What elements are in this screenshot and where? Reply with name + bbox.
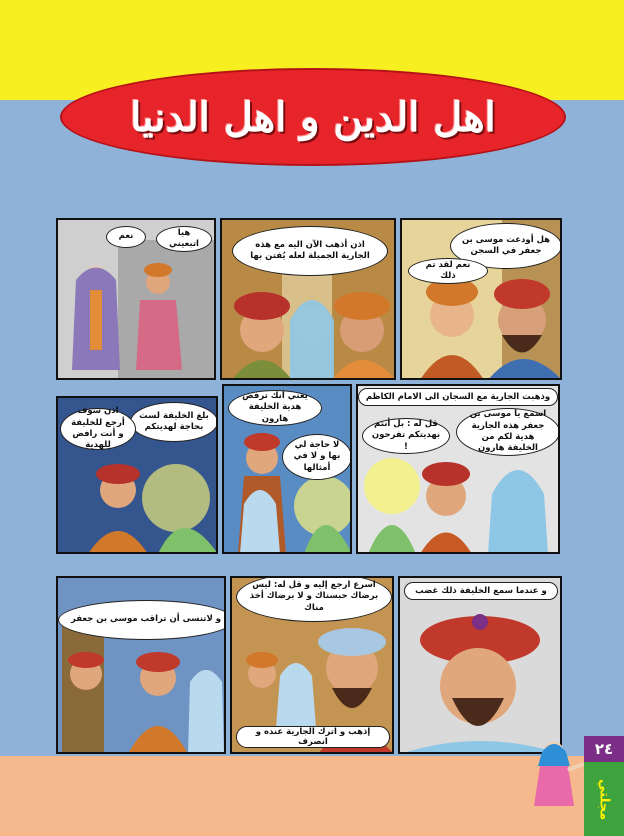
page-number: ٢٤: [584, 736, 624, 762]
speech-bubble: بلغ الخليفة لست بحاجة لهديتكم: [130, 402, 218, 442]
speech-bubble: نعم: [106, 226, 146, 248]
speech-bubble: اذن أذهب الآن اليه مع هذه الجارية الجميلة لعله يُفتن بها: [232, 226, 388, 276]
comic-panel-3-2: [230, 576, 394, 754]
comic-panel-1-2: [220, 218, 396, 380]
speech-bubble: اذن سوف أرجع للخليفة و أنت رافض للهدية: [60, 408, 136, 450]
comic-panel-3-1: [398, 576, 562, 754]
speech-bubble: لا حاجة لي بها و لا في أمثالها: [282, 434, 352, 480]
speech-bubble: نعم لقد تم ذلك: [408, 258, 488, 284]
page-number-tab: [584, 736, 624, 836]
page-title: اهل الدين و اهل الدنيا: [130, 93, 496, 141]
angry-caliph-illustration: [400, 578, 562, 754]
magazine-logo: مجلتي: [596, 779, 612, 821]
comic-panel-2-1: [356, 384, 560, 554]
comic-panel-2-2: [222, 384, 352, 554]
speech-bubble: اسمع يا موسى بن جعفر هذه الجارية هدية لكم من الخليفة هارون: [456, 408, 560, 456]
speech-bubble: هل أودعت موسى بن جعفر في السجن: [450, 223, 562, 269]
speech-bubble: قل له : بل أنتم بهديتكم تفرحون !: [362, 418, 450, 454]
mascot-girl-illustration: [530, 736, 584, 810]
comic-panel-1-1: [400, 218, 562, 380]
narration-caption: إذهب و اترك الجارية عنده و انصرف: [236, 726, 390, 748]
comic-panel-3-3: [56, 576, 226, 754]
speech-bubble: يعني انك ترفض هدية الخليفة هارون: [228, 390, 322, 426]
narration-caption: وذهبت الجارية مع السجان الى الامام الكاظم: [358, 388, 558, 406]
speech-bubble: و لاتنسى أن تراقب موسى بن جعفر: [58, 600, 226, 640]
narration-caption: و عندما سمع الخليفة ذلك غضب: [404, 582, 558, 600]
title-banner: [60, 68, 566, 166]
speech-bubble: اسرع ارجع إليه و قل له: ليس برضاك حبسناك و لا برضاك أخذ مناك: [236, 576, 392, 622]
comic-panel-2-3: [56, 396, 218, 554]
comic-panel-1-3: [56, 218, 216, 380]
speech-bubble: هيا اتبعيني: [156, 226, 212, 252]
